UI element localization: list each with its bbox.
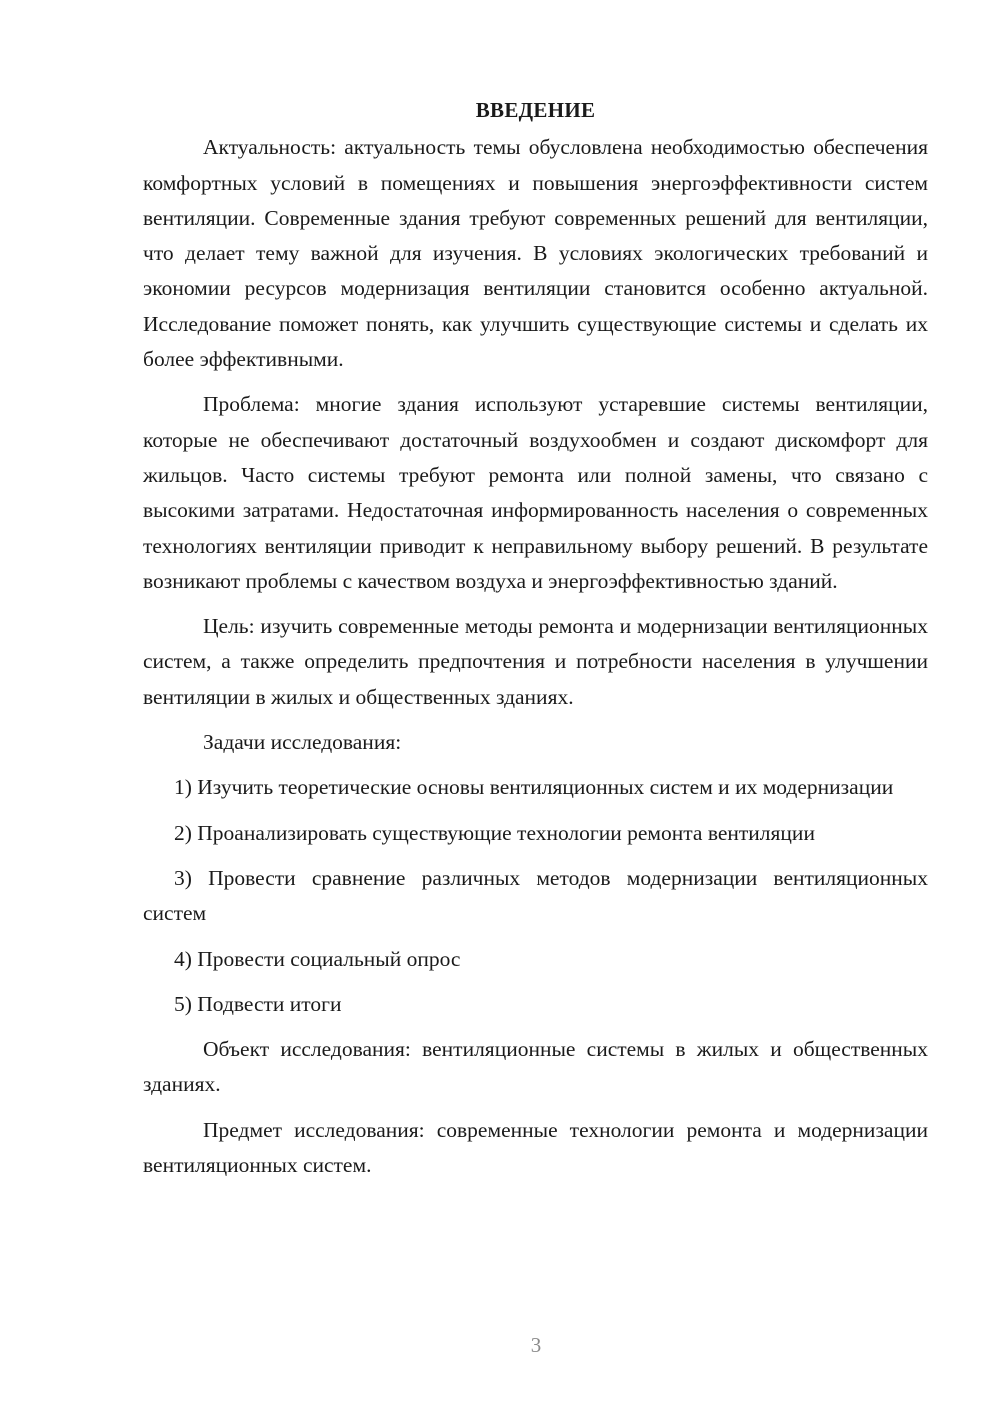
object-paragraph: Объект исследования: вентиляционные системы в жилых и общественных зданиях. xyxy=(143,1037,928,1097)
task-item-3: 3) Провести сравнение различных методов модернизации вентиляционных систем xyxy=(143,865,928,926)
subject-paragraph: Предмет исследования: современные технологии ремонта и модернизации вентиляционных систем. xyxy=(143,1117,928,1178)
tasks-heading: Задачи исследования: xyxy=(203,730,402,755)
section-title: ВВЕДЕНИЕ xyxy=(475,98,596,122)
task-item-5: 5) Подвести итоги xyxy=(174,991,342,1016)
relevance-paragraph: Актуальность: актуальность темы обусловлена необходимостью обеспечения комфортных условий в помещениях и повышения энергоэффективности систем вентиляции. Современные здания требуют современных решений для вентиляции, что делает тему важной для изучения. В условиях экологических требований и экономии ресурсов модернизация вентиляции становится особенно актуальной. Исследование поможет понять, как улучшить существующие системы и сделать их более эффективными. xyxy=(143,135,928,372)
task-item-4: 4) Провести социальный опрос xyxy=(174,946,461,971)
goal-paragraph: Цель: изучить современные методы ремонта и модернизации вентиляционных систем, а также определить предпочтения и потребности населения в улучшении вентиляции в жилых и общественных зданиях. xyxy=(143,614,928,709)
task-item-1: 1) Изучить теоретические основы вентиляционных систем и их модернизации xyxy=(174,775,894,800)
page-content xyxy=(143,93,928,1193)
problem-paragraph: Проблема: многие здания используют устаревшие системы вентиляции, которые не обеспечивают достаточный воздухообмен и создают дискомфорт для жильцов. Часто системы требуют ремонта или полной замены, что связано с высокими затратами. Недостаточная информированность населения о современных технологиях вентиляции приводит к неправильному выбору решений. В результате возникают проблемы с качеством воздуха и энергоэффективностью зданий. xyxy=(143,392,928,593)
task-item-2: 2) Проанализировать существующие технологии ремонта вентиляции xyxy=(174,820,815,845)
page-number: 3 xyxy=(530,1333,542,1357)
